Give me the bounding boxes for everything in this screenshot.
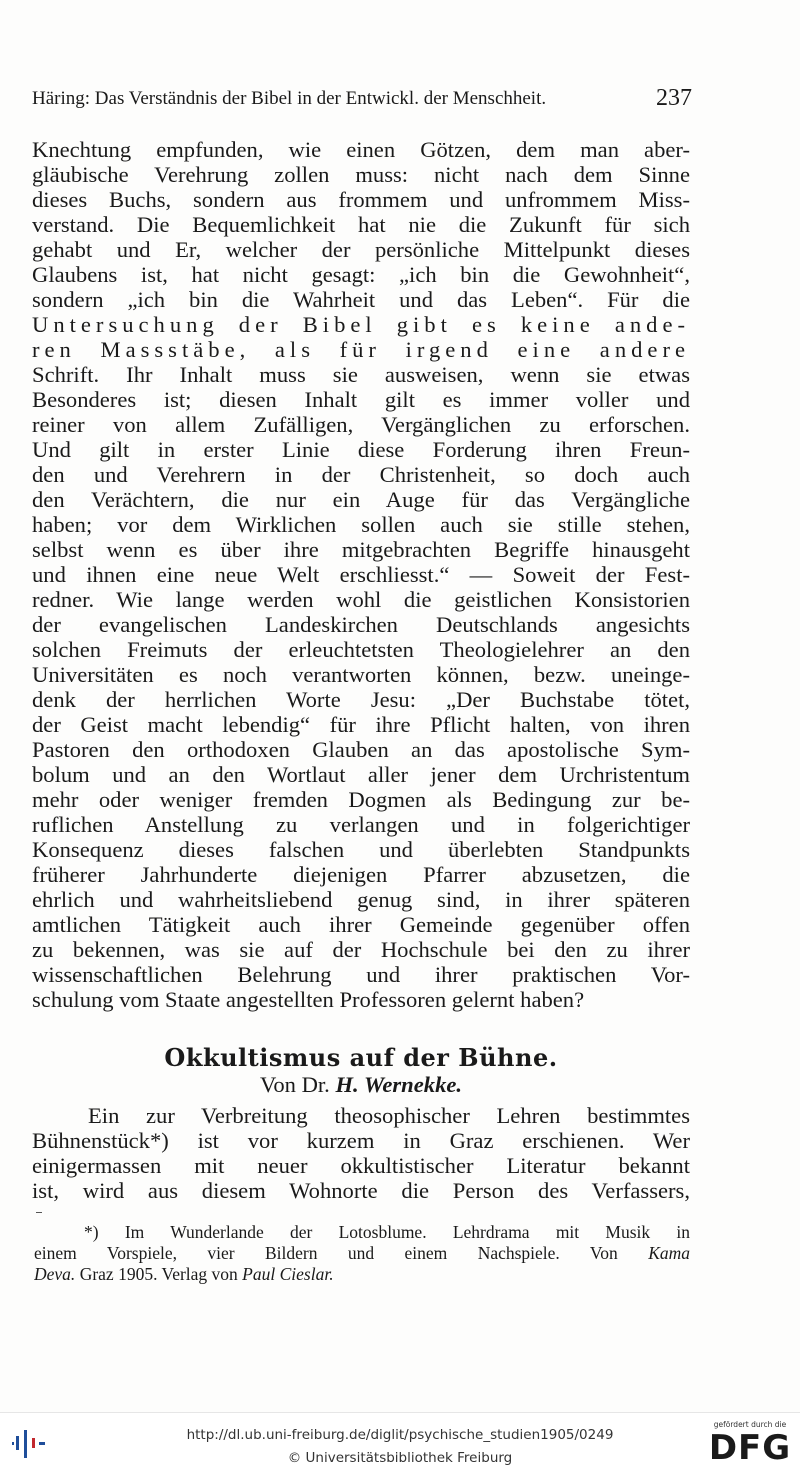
text-line: dieses Buchs, sondern aus frommem und unfrommem Miss- [32,187,690,212]
footnote-text: einem Vorspiele, vier Bildern und einem Nachspiele. Von [34,1243,618,1263]
text-line: sondern „ich bin die Wahrheit und das Leben“. Für die [32,287,690,312]
running-header [32,85,692,116]
text-line: ren Massstäbe, als für irgend eine andere [32,337,690,362]
library-logo-icon [12,1424,52,1460]
text-line: zu bekennen, was sie auf der Hochschule bei den zu ihrer [32,937,690,962]
text-line: redner. Wie lange werden wohl die geistlichen Konsistorien [32,587,690,612]
text-line: Knechtung empfunden, wie einen Götzen, dem man aber- [32,137,690,162]
page-number: 237 [656,85,692,111]
footnote-text: *) Im Wunderlande der Lotosblume. Lehrdrama mit Musik in [84,1222,690,1242]
byline [32,1072,690,1098]
text-line: der Geist macht lebendig“ für ihre Pflicht halten, von ihren [32,712,690,737]
text-line: Glaubens ist, hat nicht gesagt: „ich bin die Gewohnheit“, [32,262,690,287]
text-line: wissenschaftlichen Belehrung und ihrer praktischen Vor- [32,962,690,987]
intro-paragraph [32,1103,690,1203]
text-line: den und Verehrern in der Christenheit, so doch auch [32,462,690,487]
footnote-line [34,1264,690,1285]
copyright-text: © Universitätsbibliothek Freiburg [287,1450,513,1466]
text-line: den Verächtern, die nur ein Auge für das Vergängliche [32,487,690,512]
text-line: bolum und an den Wortlaut aller jener dem Urchristentum [32,762,690,787]
text-line: ruflichen Anstellung zu verlangen und in folgerichtiger [32,812,690,837]
footnote-italic: Deva. [34,1264,76,1284]
text-line: denk der herrlichen Worte Jesu: „Der Buchstabe tötet, [32,687,690,712]
footnote-separator [36,1212,42,1213]
text-line: reiner von allem Zufälligen, Vergänglichen zu erforschen. [32,412,690,437]
dfg-caption: gefördert durch die [713,1420,787,1429]
footnote-line [34,1222,690,1243]
text-line: Bühnenstück*) ist vor kurzem in Graz erschienen. Wer [32,1128,690,1153]
footnote-italic: Paul Cieslar. [242,1264,334,1284]
byline-prefix: Von Dr. [259,1072,330,1097]
text-line: Und gilt in erster Linie diese Forderung ihren Freun- [32,437,690,462]
text-line: verstand. Die Bequemlichkeit hat nie die Zukunft für sich [32,212,690,237]
byline-author: H. Wernekke. [335,1072,463,1097]
text-line: gehabt und Er, welcher der persönliche Mittelpunkt dieses [32,237,690,262]
text-line: Besonderes ist; diesen Inhalt gilt es immer voller und [32,387,690,412]
text-line: einigermassen mit neuer okkultistischer Literatur bekannt [32,1153,690,1178]
section-title: Okkultismus auf der Bühne. [164,1043,558,1072]
text-line: ist, wird aus diesem Wohnorte die Person des Verfassers, [32,1178,690,1203]
running-title: Häring: Das Verständnis der Bibel in der Entwickl. der Menschheit. [32,88,547,109]
footnote-italic: Kama [648,1243,690,1263]
text-line: früherer Jahrhunderte diejenigen Pfarrer abzusetzen, die [32,862,690,887]
text-line: solchen Freimuts der erleuchtetsten Theologielehrer an den [32,637,690,662]
body-text [32,137,690,1012]
text-line: Pastoren den orthodoxen Glauben an das apostolische Sym- [32,737,690,762]
source-url-link[interactable]: http://dl.ub.uni-freiburg.de/diglit/psychische_studien1905/0249 [186,1427,614,1443]
text-line: ehrlich und wahrheitsliebend genug sind, in ihrer späteren [32,887,690,912]
text-line: amtlichen Tätigkeit auch ihrer Gemeinde gegenüber offen [32,912,690,937]
footnote-text: Graz 1905. Verlag von [79,1264,238,1284]
footnote-line [34,1243,690,1264]
text-line: der evangelischen Landeskirchen Deutschlands angesichts [32,612,690,637]
footnote [34,1222,690,1285]
text-line: Schrift. Ihr Inhalt muss sie ausweisen, wenn sie etwas [32,362,690,387]
text-line: Untersuchung der Bibel gibt es keine ande- [32,312,690,337]
text-line: schulung vom Staate angestellten Professoren gelernt haben? [32,987,585,1012]
text-line: haben; vor dem Wirklichen sollen auch sie stille stehen, [32,512,690,537]
text-line: gläubische Verehrung zollen muss: nicht nach dem Sinne [32,162,690,187]
text-line: Universitäten es noch verantworten können, bezw. uneinge- [32,662,690,687]
text-line: mehr oder weniger fremden Dogmen als Bedingung zur be- [32,787,690,812]
text-line: Ein zur Verbreitung theosophischer Lehren bestimmtes [88,1103,690,1128]
text-line: und ihnen eine neue Welt erschliesst.“ — Soweit der Fest- [32,562,690,587]
dfg-logo: DFG [708,1428,792,1468]
text-line: Konsequenz dieses falschen und überlebten Standpunkts [32,837,690,862]
text-line: selbst wenn es über ihre mitgebrachten Begriffe hinausgeht [32,537,690,562]
